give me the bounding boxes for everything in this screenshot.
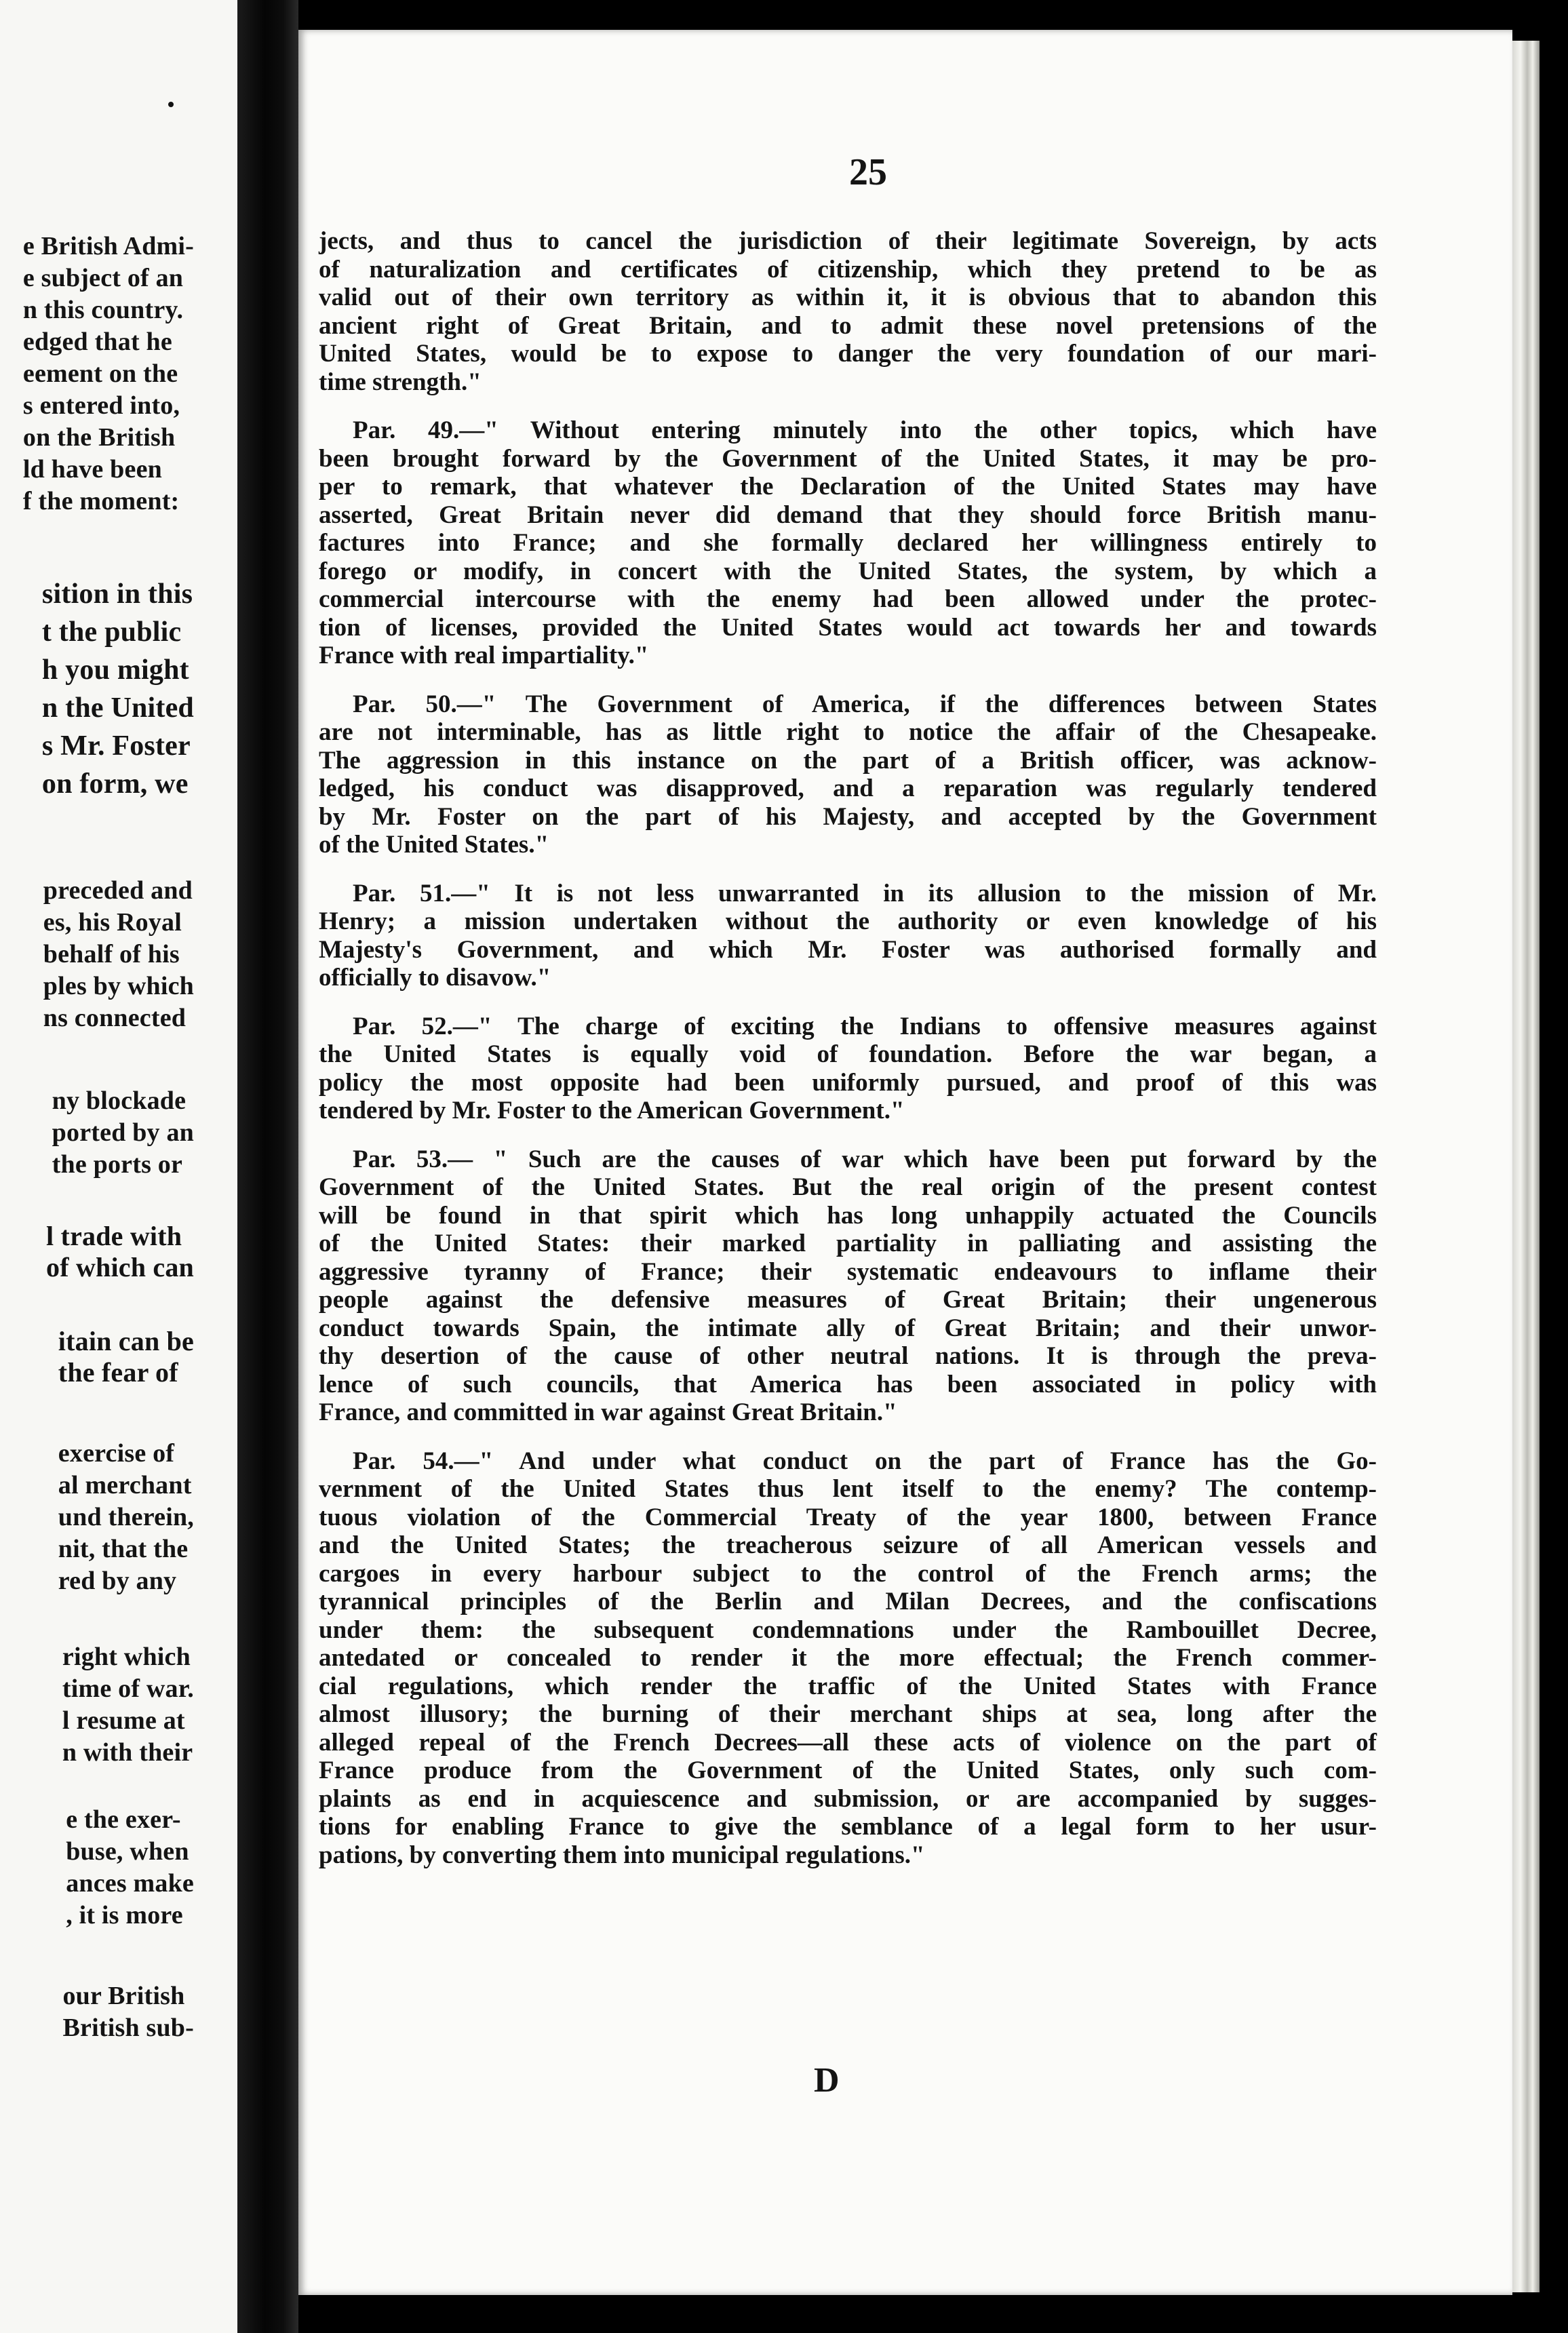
paragraph — [319, 416, 1377, 670]
left-page-line: und therein, — [58, 1503, 194, 1531]
text-line: under them: the subsequent condemnations under the Rambouillet Decree, — [319, 1615, 1377, 1644]
text-line: people against the defensive measures of Great Britain; their ungenerous — [319, 1286, 1377, 1314]
left-page-line: eement on the — [22, 359, 178, 388]
left-page-block — [52, 1085, 194, 1181]
text-line: Henry; a mission undertaken without the authority or even knowledge of his — [319, 907, 1377, 935]
text-line: Government of the United States. But the real origin of the present contest — [319, 1173, 1377, 1201]
page-body-text — [319, 227, 1377, 1889]
paragraph — [319, 227, 1377, 396]
text-line: lence of such councils, that America has been associated in policy with — [319, 1370, 1377, 1398]
page-number: 25 — [849, 151, 887, 193]
text-line: factures into France; and she formally declared her willingness entirely to — [319, 529, 1377, 557]
left-page-block — [62, 1641, 194, 1769]
text-line: tion of licenses, provided the United States would act towards her and towards — [319, 613, 1377, 642]
paragraph — [319, 1145, 1377, 1427]
paragraph — [319, 690, 1377, 859]
left-page-line: nit, that the — [58, 1535, 189, 1563]
left-page-line: n this country. — [22, 296, 184, 324]
text-line: conduct towards Spain, the intimate ally of Great Britain; and their unwor- — [319, 1314, 1377, 1342]
text-line: asserted, Great Britain never did demand that they should force British manu- — [319, 501, 1377, 529]
left-page-block — [42, 575, 194, 803]
left-page-line: British sub- — [62, 2014, 194, 2042]
left-page-block — [58, 1438, 194, 1597]
text-line: France with real impartiality." — [319, 642, 649, 669]
text-line: ledged, his conduct was disapproved, and a reparation was regularly tendered — [319, 775, 1377, 802]
left-page-line: ny blockade — [52, 1086, 187, 1115]
left-page-line: e subject of an — [22, 264, 184, 292]
book-gutter — [237, 0, 298, 2333]
text-line: France produce from the Government of the United States, only such com- — [319, 1757, 1377, 1784]
text-line: Par. 49.—" Without entering minutely into the other topics, which have — [353, 416, 1377, 444]
left-page-line: n the United — [41, 692, 194, 724]
left-page-line: s Mr. Foster — [41, 730, 191, 762]
left-page-line: ances make — [66, 1869, 194, 1898]
left-page-line: preceded and — [43, 876, 193, 905]
text-line: France, and committed in war against Great Britain." — [319, 1398, 897, 1426]
left-page-line: l resume at — [62, 1706, 185, 1735]
left-page-line: red by any — [58, 1567, 177, 1595]
text-line: United States, would be to expose to danger the very foundation of our mari- — [319, 340, 1377, 368]
text-line: been brought forward by the Government of the United States, it may be pro- — [319, 444, 1377, 473]
text-line: tyrannical principles of the Berlin and Milan Decrees, and the confiscations — [319, 1588, 1377, 1615]
left-page-line: on form, we — [41, 768, 189, 800]
left-page-line: on the British — [22, 423, 176, 452]
paragraph — [319, 880, 1377, 992]
text-line: officially to disavow." — [319, 964, 551, 992]
text-line: plaints as end in acquiescence and submission, or are accompanied by sugges- — [319, 1784, 1377, 1813]
text-line: Majesty's Government, and which Mr. Foster was authorised formally and — [319, 935, 1377, 964]
left-facing-page — [0, 0, 237, 2333]
left-page-line: the fear of — [58, 1357, 178, 1388]
text-line: ancient right of Great Britain, and to admit these novel pretensions of the — [319, 311, 1377, 340]
paragraph — [319, 1013, 1377, 1125]
text-line: tendered by Mr. Foster to the American Government." — [319, 1097, 905, 1124]
text-line: alleged repeal of the French Decrees—all these acts of violence on the part of — [319, 1728, 1377, 1757]
text-line: will be found in that spirit which has long unhappily actuated the Councils — [319, 1201, 1377, 1230]
text-line: forego or modify, in concert with the United States, the system, by which a — [319, 557, 1377, 585]
text-line: pations, by converting them into municipal regulations." — [319, 1841, 925, 1869]
text-line: The aggression in this instance on the part of a British officer, was acknow- — [319, 746, 1377, 775]
text-line: Par. 54.—" And under what conduct on the part of France has the Go- — [353, 1447, 1377, 1475]
left-page-block — [58, 1326, 194, 1388]
left-page-line: of which can — [46, 1252, 194, 1282]
text-line: of the United States: their marked partiality in palliating and assisting the — [319, 1230, 1377, 1257]
left-page-block — [46, 1221, 194, 1283]
left-page-line: our British — [62, 1982, 185, 2010]
text-line: are not interminable, has as little right to notice the affair of the Chesapeake. — [319, 718, 1377, 746]
text-line: by Mr. Foster on the part of his Majesty, and accepted by the Government — [319, 802, 1377, 831]
left-page-line: n with their — [62, 1738, 193, 1767]
ink-dot — [168, 102, 174, 107]
text-line: Par. 50.—" The Government of America, if the differences between States — [353, 690, 1377, 718]
left-page-line: ns connected — [43, 1004, 187, 1032]
left-page-line: the ports or — [52, 1150, 183, 1179]
text-line: tions for enabling France to give the semblance of a legal form to her usur- — [319, 1813, 1377, 1841]
left-page-block — [43, 875, 194, 1034]
text-line: Par. 52.—" The charge of exciting the Indians to offensive measures against — [353, 1012, 1377, 1040]
left-page-line: itain can be — [58, 1326, 194, 1356]
left-page-line: buse, when — [66, 1837, 189, 1866]
text-line: the United States is equally void of foundation. Before the war began, a — [319, 1040, 1377, 1068]
text-line: time strength." — [319, 368, 482, 396]
left-page-line: sition in this — [41, 579, 193, 610]
text-line: cargoes in every harbour subject to the control of the French arms; the — [319, 1559, 1377, 1588]
left-page-line: t the public — [41, 616, 182, 648]
left-page-line: s entered into, — [22, 391, 180, 420]
left-page-block — [66, 1804, 194, 1932]
text-line: aggressive tyranny of France; their systematic endeavours to inflame their — [319, 1257, 1377, 1286]
left-page-line: edged that he — [22, 328, 172, 356]
left-page-line: es, his Royal — [43, 908, 182, 937]
text-line: of the United States." — [319, 831, 549, 859]
left-page-line: time of war. — [62, 1674, 194, 1703]
left-page-line: ported by an — [52, 1118, 194, 1147]
text-line: tuous violation of the Commercial Treaty of the year 1800, between France — [319, 1503, 1377, 1531]
left-page-line: e the exer- — [66, 1805, 181, 1834]
text-line: thy desertion of the cause of other neutral nations. It is through the preva- — [319, 1342, 1377, 1370]
left-page-block — [62, 1980, 194, 2044]
page-edge — [1512, 41, 1540, 2292]
text-line: valid out of their own territory as within it, it is obvious that to abandon this — [319, 283, 1377, 311]
left-page-line: exercise of — [58, 1439, 175, 1468]
left-page-line: e British Admi- — [22, 232, 194, 260]
left-page-block — [23, 231, 194, 517]
text-line: and the United States; the treacherous seizure of all American vessels and — [319, 1531, 1377, 1559]
text-line: vernment of the United States thus lent itself to the enemy? The contemp- — [319, 1475, 1377, 1503]
text-line: antedated or concealed to render it the more effectual; the French commer- — [319, 1644, 1377, 1672]
left-page-line: al merchant — [58, 1471, 192, 1499]
text-line: commercial intercourse with the enemy had been allowed under the protec- — [319, 585, 1377, 613]
left-page-line: right which — [62, 1643, 191, 1671]
text-line: policy the most opposite had been uniformly pursued, and proof of this was — [319, 1068, 1377, 1097]
paragraph — [319, 1447, 1377, 1870]
left-page-line: ples by which — [43, 972, 194, 1000]
signature-mark: D — [814, 2061, 840, 2100]
left-page-line: , it is more — [66, 1901, 183, 1929]
text-line: per to remark, that whatever the Declaration of the United States may have — [319, 473, 1377, 501]
text-line: jects, and thus to cancel the jurisdiction of their legitimate Sovereign, by acts — [319, 227, 1377, 255]
text-line: cial regulations, which render the traffic of the United States with France — [319, 1672, 1377, 1700]
left-page-line: f the moment: — [22, 487, 180, 515]
left-page-line: behalf of his — [43, 940, 180, 968]
text-line: almost illusory; the burning of their merchant ships at sea, long after the — [319, 1700, 1377, 1728]
left-page-line: h you might — [41, 654, 189, 686]
text-line: Par. 51.—" It is not less unwarranted in its allusion to the mission of Mr. — [353, 879, 1377, 907]
left-page-line: l trade with — [46, 1221, 182, 1251]
left-page-line: ld have been — [22, 455, 162, 484]
text-line: Par. 53.— " Such are the causes of war which have been put forward by the — [353, 1145, 1377, 1173]
text-line: of naturalization and certificates of citizenship, which they pretend to be as — [319, 255, 1377, 283]
